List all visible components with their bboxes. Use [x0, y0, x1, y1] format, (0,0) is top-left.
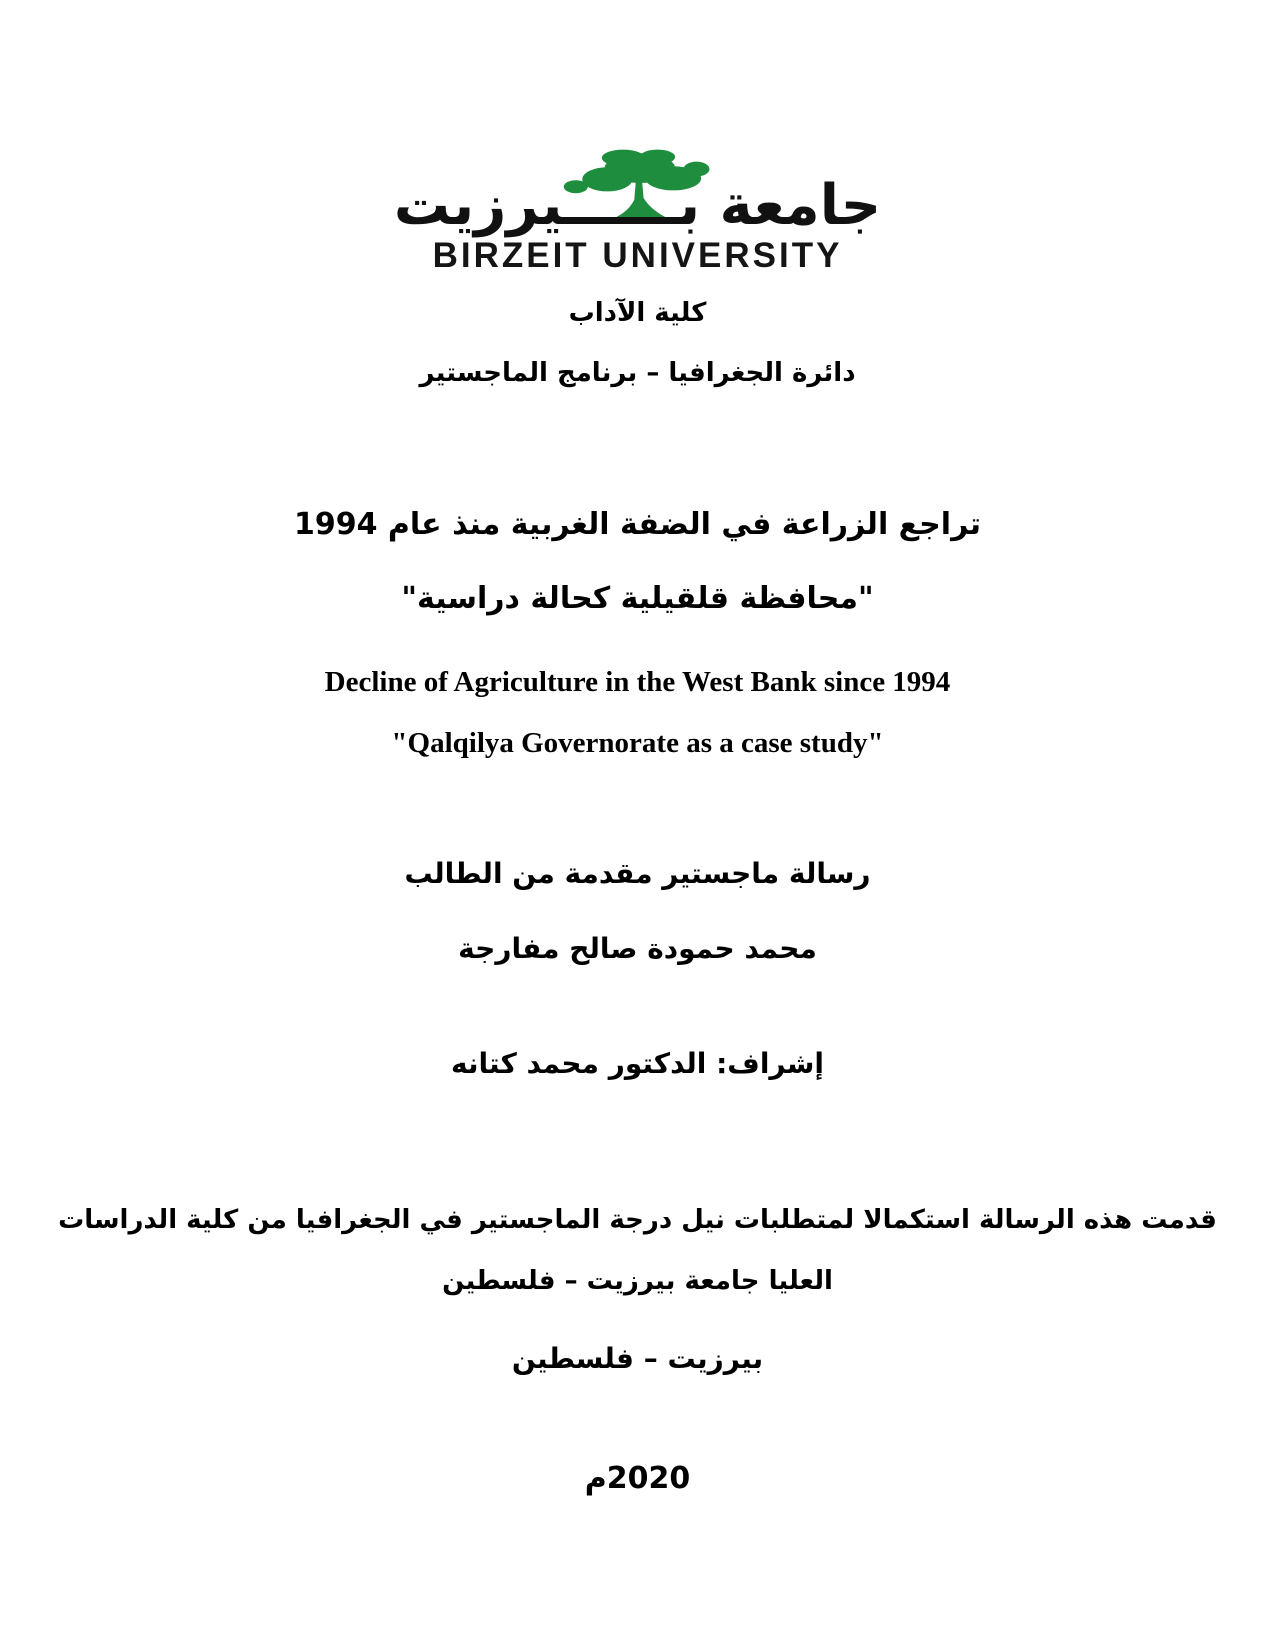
thesis-subtitle-english: "Qalqilya Governorate as a case study" — [391, 727, 884, 759]
department-program: دائرة الجغرافيا – برنامج الماجستير — [419, 358, 856, 388]
requirement-statement-line1: قدمت هذه الرسالة استكمالا لمتطلبات نيل درجة الماجستير في الجغرافيا من كلية الدراسات — [58, 1205, 1217, 1235]
university-name-english: BIRZEIT UNIVERSITY — [432, 236, 843, 275]
thesis-title-arabic: تراجع الزراعة في الضفة الغربية منذ عام 1994 — [293, 507, 981, 542]
location-line: بيرزيت – فلسطين — [511, 1342, 764, 1375]
faculty-name: كلية الآداب — [568, 298, 707, 328]
student-name: محمد حمودة صالح مفارجة — [458, 932, 817, 965]
year-line: 2020م — [584, 1461, 691, 1496]
university-name-arabic-calligraphy: جامعة بــــــيرزيت — [393, 173, 882, 238]
requirement-statement-line2: العليا جامعة بيرزيت – فلسطين — [442, 1266, 833, 1296]
submission-statement: رسالة ماجستير مقدمة من الطالب — [404, 857, 871, 890]
supervisor-line: إشراف: الدكتور محمد كتانه — [451, 1047, 824, 1080]
thesis-subtitle-arabic: "محافظة قلقيلية كحالة دراسية" — [401, 581, 874, 616]
thesis-title-english: Decline of Agriculture in the West Bank since 1994 — [324, 666, 951, 698]
